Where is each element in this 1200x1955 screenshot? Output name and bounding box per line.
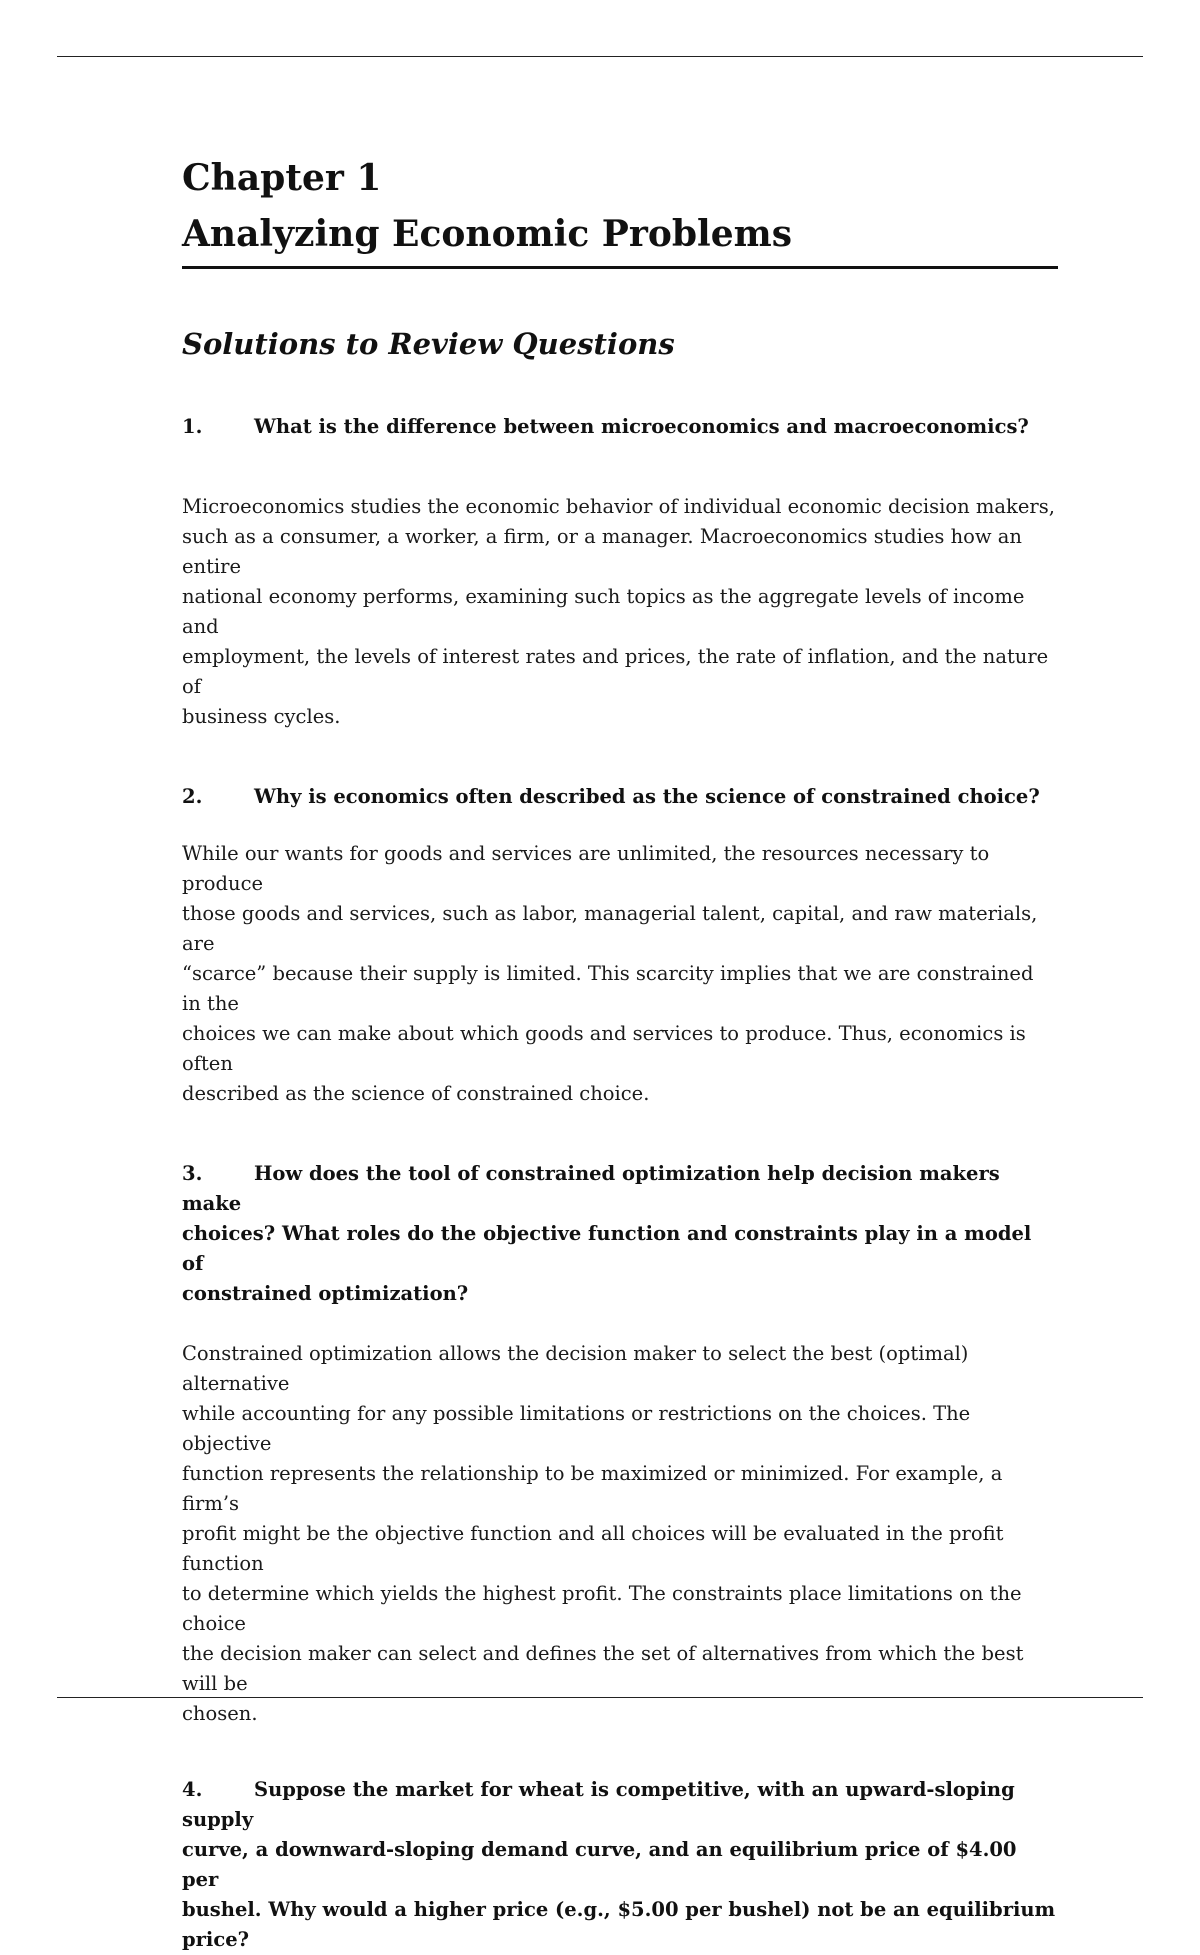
- section-title: Solutions to Review Questions: [182, 327, 675, 361]
- question-3: [182, 1159, 1058, 1309]
- answer-1: Microeconomics studies the economic behavior of individual economic decision makers, such as a consumer, a worker, a firm, or a manager. Macroeconomics studies how an entire national economy performs, examining such topics as the aggregate levels of income and employment, the levels of interest rates and prices, the rate of inflation, and the nature of business cycles.: [182, 495, 1055, 728]
- chapter-title: Analyzing Economic Problems: [182, 213, 792, 255]
- question-4: [182, 1775, 1058, 1955]
- answer-3: Constrained optimization allows the decision maker to select the best (optimal) alternative while accounting for any possible limitations or restrictions on the choices. The objective function represents the relationship to be maximized or minimized. For example, a firm’s profit might be the objective function and all choices will be evaluated in the profit function to determine which yields the highest profit. The constraints place limitations on the choice the decision maker can select and defines the set of alternatives from which the best will be chosen.: [182, 1342, 1024, 1725]
- chapter-header: [182, 150, 1058, 269]
- question-1-text: What is the difference between microeconomics and macroeconomics?: [254, 415, 1029, 438]
- question-2: [182, 782, 1058, 812]
- question-3-text: How does the tool of constrained optimization help decision makers make choices? What roles do the objective function and constraints play in a model of constrained optimization?: [182, 1162, 1032, 1305]
- document-page: [182, 150, 1058, 1955]
- question-3-number: 3.: [182, 1162, 203, 1185]
- chapter-number: Chapter 1: [182, 157, 382, 199]
- question-2-text: Why is economics often described as the science of constrained choice?: [254, 785, 1040, 808]
- question-1: [182, 412, 1058, 442]
- question-1-number: 1.: [182, 415, 203, 438]
- top-rule: [57, 56, 1143, 57]
- question-4-number: 4.: [182, 1778, 203, 1801]
- question-2-number: 2.: [182, 785, 203, 808]
- question-4-text: Suppose the market for wheat is competitive, with an upward-sloping supply curve, a downward-sloping demand curve, and an equilibrium price of $4.00 per bushel. Why would a higher price (e.g., $5.00 per bushel) not be an equilibrium price?: [182, 1778, 1056, 1951]
- answer-2: While our wants for goods and services are unlimited, the resources necessary to produce those goods and services, such as labor, managerial talent, capital, and raw materials, are “scarce” because their supply is limited. This scarcity implies that we are constrained in the choices we can make about which goods and services to produce. Thus, economics is often described as the science of constrained choice.: [182, 842, 1038, 1105]
- bottom-rule: [57, 1697, 1143, 1698]
